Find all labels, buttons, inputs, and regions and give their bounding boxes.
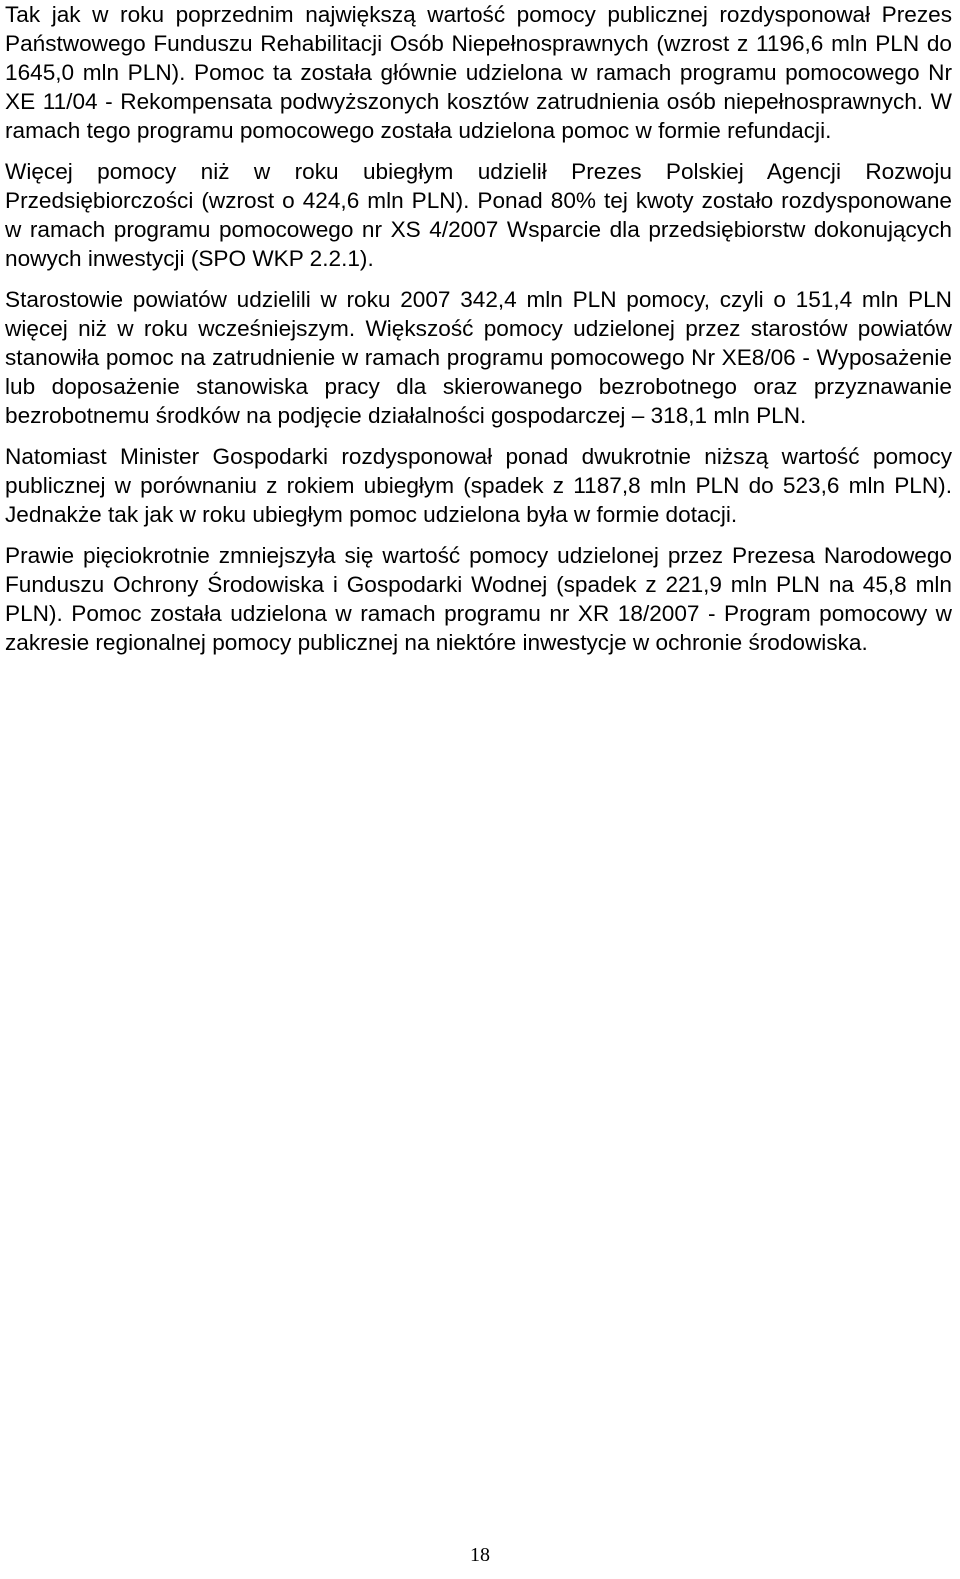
paragraph-nfosigw: Prawie pięciokrotnie zmniejszyła się wartość pomocy udzielonej przez Prezesa Narodowego Funduszu Ochrony Środowiska i Gospodarki Wodnej (spadek z 221,9 mln PLN na 45,8 mln PLN). Pomoc została udzielona w ramach programu nr XR 18/2007 - Program pomocowy w zakresie regionalnej pomocy publicznej na niektóre inwestycje w ochronie środowiska.	[5, 543, 952, 655]
document-body	[5, 0, 952, 669]
paragraph-starostowie: Starostowie powiatów udzielili w roku 2007 342,4 mln PLN pomocy, czyli o 151,4 mln PLN więcej niż w roku wcześniejszym. Większość pomocy udzielonej przez starostów powiatów stanowiła pomoc na zatrudnienie w ramach programu pomocowego Nr XE8/06 - Wyposażenie lub doposażenie stanowiska pracy dla skierowanego bezrobotnego oraz przyznawanie bezrobotnemu środków na podjęcie działalności gospodarczej – 318,1 mln PLN.	[5, 287, 952, 428]
paragraph-pfron: Tak jak w roku poprzednim największą wartość pomocy publicznej rozdysponował Prezes Państwowego Funduszu Rehabilitacji Osób Niepełnosprawnych (wzrost z 1196,6 mln PLN do 1645,0 mln PLN). Pomoc ta została głównie udzielona w ramach programu pomocowego Nr XE 11/04 - Rekompensata podwyższonych kosztów zatrudnienia osób niepełnosprawnych. W ramach tego programu pomocowego została udzielona pomoc w formie refundacji.	[5, 2, 952, 143]
paragraph-minister-gospodarki: Natomiast Minister Gospodarki rozdysponował ponad dwukrotnie niższą wartość pomocy publicznej w porównaniu z rokiem ubiegłym (spadek z 1187,8 mln PLN do 523,6 mln PLN). Jednakże tak jak w roku ubiegłym pomoc udzielona była w formie dotacji.	[5, 444, 952, 527]
paragraph-parp: Więcej pomocy niż w roku ubiegłym udzielił Prezes Polskiej Agencji Rozwoju Przedsiębiorczości (wzrost o 424,6 mln PLN). Ponad 80% tej kwoty zostało rozdysponowane w ramach programu pomocowego nr XS 4/2007 Wsparcie dla przedsiębiorstw dokonujących nowych inwestycji (SPO WKP 2.2.1).	[5, 159, 952, 271]
page-number: 18	[470, 1544, 490, 1566]
